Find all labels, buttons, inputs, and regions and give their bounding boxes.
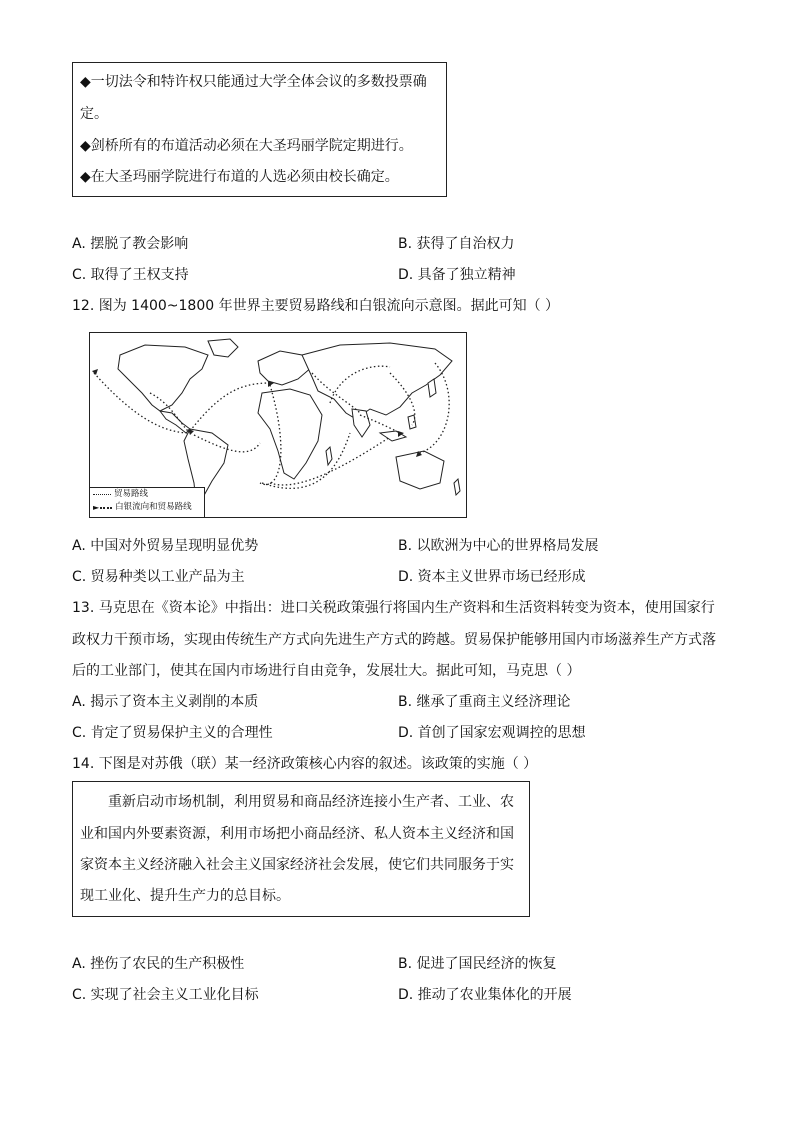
q11-option-a[interactable]: A. 摆脱了教会影响 [72,236,189,252]
philippines-shape [408,415,416,429]
q14-option-b[interactable]: B. 促进了国民经济的恢复 [398,956,557,972]
africa-shape [258,389,322,479]
new-zealand-shape [454,479,460,495]
policy-line-2: 业和国内外要素资源，利用市场把小商品经济、私人资本主义经济和国 [80,826,514,842]
policy-line-3: 家资本主义经济融入社会主义国家经济社会发展，使它们共同服务于实 [80,857,514,873]
q14-stem: 14. 下图是对苏俄（联）某一经济政策核心内容的叙述。该政策的实施（ ） [72,756,538,772]
madagascar-shape [326,447,332,465]
q13-option-a[interactable]: A. 揭示了资本主义剥削的本质 [72,694,259,710]
quote-line-1: ◆一切法令和特许权只能通过大学全体会议的多数投票确 [80,74,427,90]
legend-trade-line-sample [93,494,111,495]
legend-silver-arrow-icon: ► [93,503,100,512]
q11-option-d[interactable]: D. 具备了独立精神 [398,267,516,283]
q13-stem-line-2: 政权力干预市场，实现由传统生产方式向先进生产方式的跨越。贸易保护能够用国内市场滋养生产方式落 [72,632,716,648]
q12-option-d[interactable]: D. 资本主义世界市场已经形成 [398,569,586,585]
legend-silver-line-sample [100,507,112,509]
map-legend [90,487,205,517]
q12-option-a[interactable]: A. 中国对外贸易呈现明显优势 [72,538,259,554]
q13-stem-line-1: 13. 马克思在《资本论》中指出：进口关税政策强行将国内生产资料和生活资料转变为资本，使用国家行 [72,600,715,616]
q11-option-b[interactable]: B. 获得了自治权力 [398,236,515,252]
q12-option-c[interactable]: C. 贸易种类以工业产品为主 [72,569,245,585]
quote-line-2: 定。 [80,106,108,122]
q13-option-c[interactable]: C. 肯定了贸易保护主义的合理性 [72,725,273,741]
greenland-shape [208,339,238,357]
q11-option-c[interactable]: C. 取得了王权支持 [72,267,189,283]
world-trade-map [89,332,467,518]
policy-line-1: 重新启动市场机制，利用贸易和商品经济连接小生产者、工业、农 [108,794,514,810]
q13-option-b[interactable]: B. 继承了重商主义经济理论 [398,694,571,710]
australia-shape [396,451,444,489]
q12-option-b[interactable]: B. 以欧洲为中心的世界格局发展 [398,538,599,554]
q13-option-d[interactable]: D. 首创了国家宏观调控的思想 [398,725,586,741]
q12-stem: 12. 图为 1400~1800 年世界主要贸易路线和白银流向示意图。据此可知（ ） [72,298,560,314]
legend-trade-label: 贸易路线 [114,489,149,499]
quote-line-3: ◆剑桥所有的布道活动必须在大圣玛丽学院定期进行。 [80,138,413,154]
japan-shape [428,379,436,397]
india-shape [352,409,370,437]
q14-option-c[interactable]: C. 实现了社会主义工业化目标 [72,987,259,1003]
q14-option-a[interactable]: A. 挫伤了农民的生产积极性 [72,956,245,972]
q13-stem-line-3: 后的工业部门，使其在国内市场进行自由竞争，发展壮大。据此可知，马克思（ ） [72,663,581,679]
policy-line-4: 现工业化、提升生产力的总目标。 [80,888,290,904]
asia-shape [302,343,452,419]
q14-option-d[interactable]: D. 推动了农业集体化的开展 [398,987,572,1003]
north-america-shape [118,345,208,411]
legend-silver-label: 白银流向和贸易路线 [115,502,192,512]
quote-line-4: ◆在大圣玛丽学院进行布道的人选必须由校长确定。 [80,169,399,185]
